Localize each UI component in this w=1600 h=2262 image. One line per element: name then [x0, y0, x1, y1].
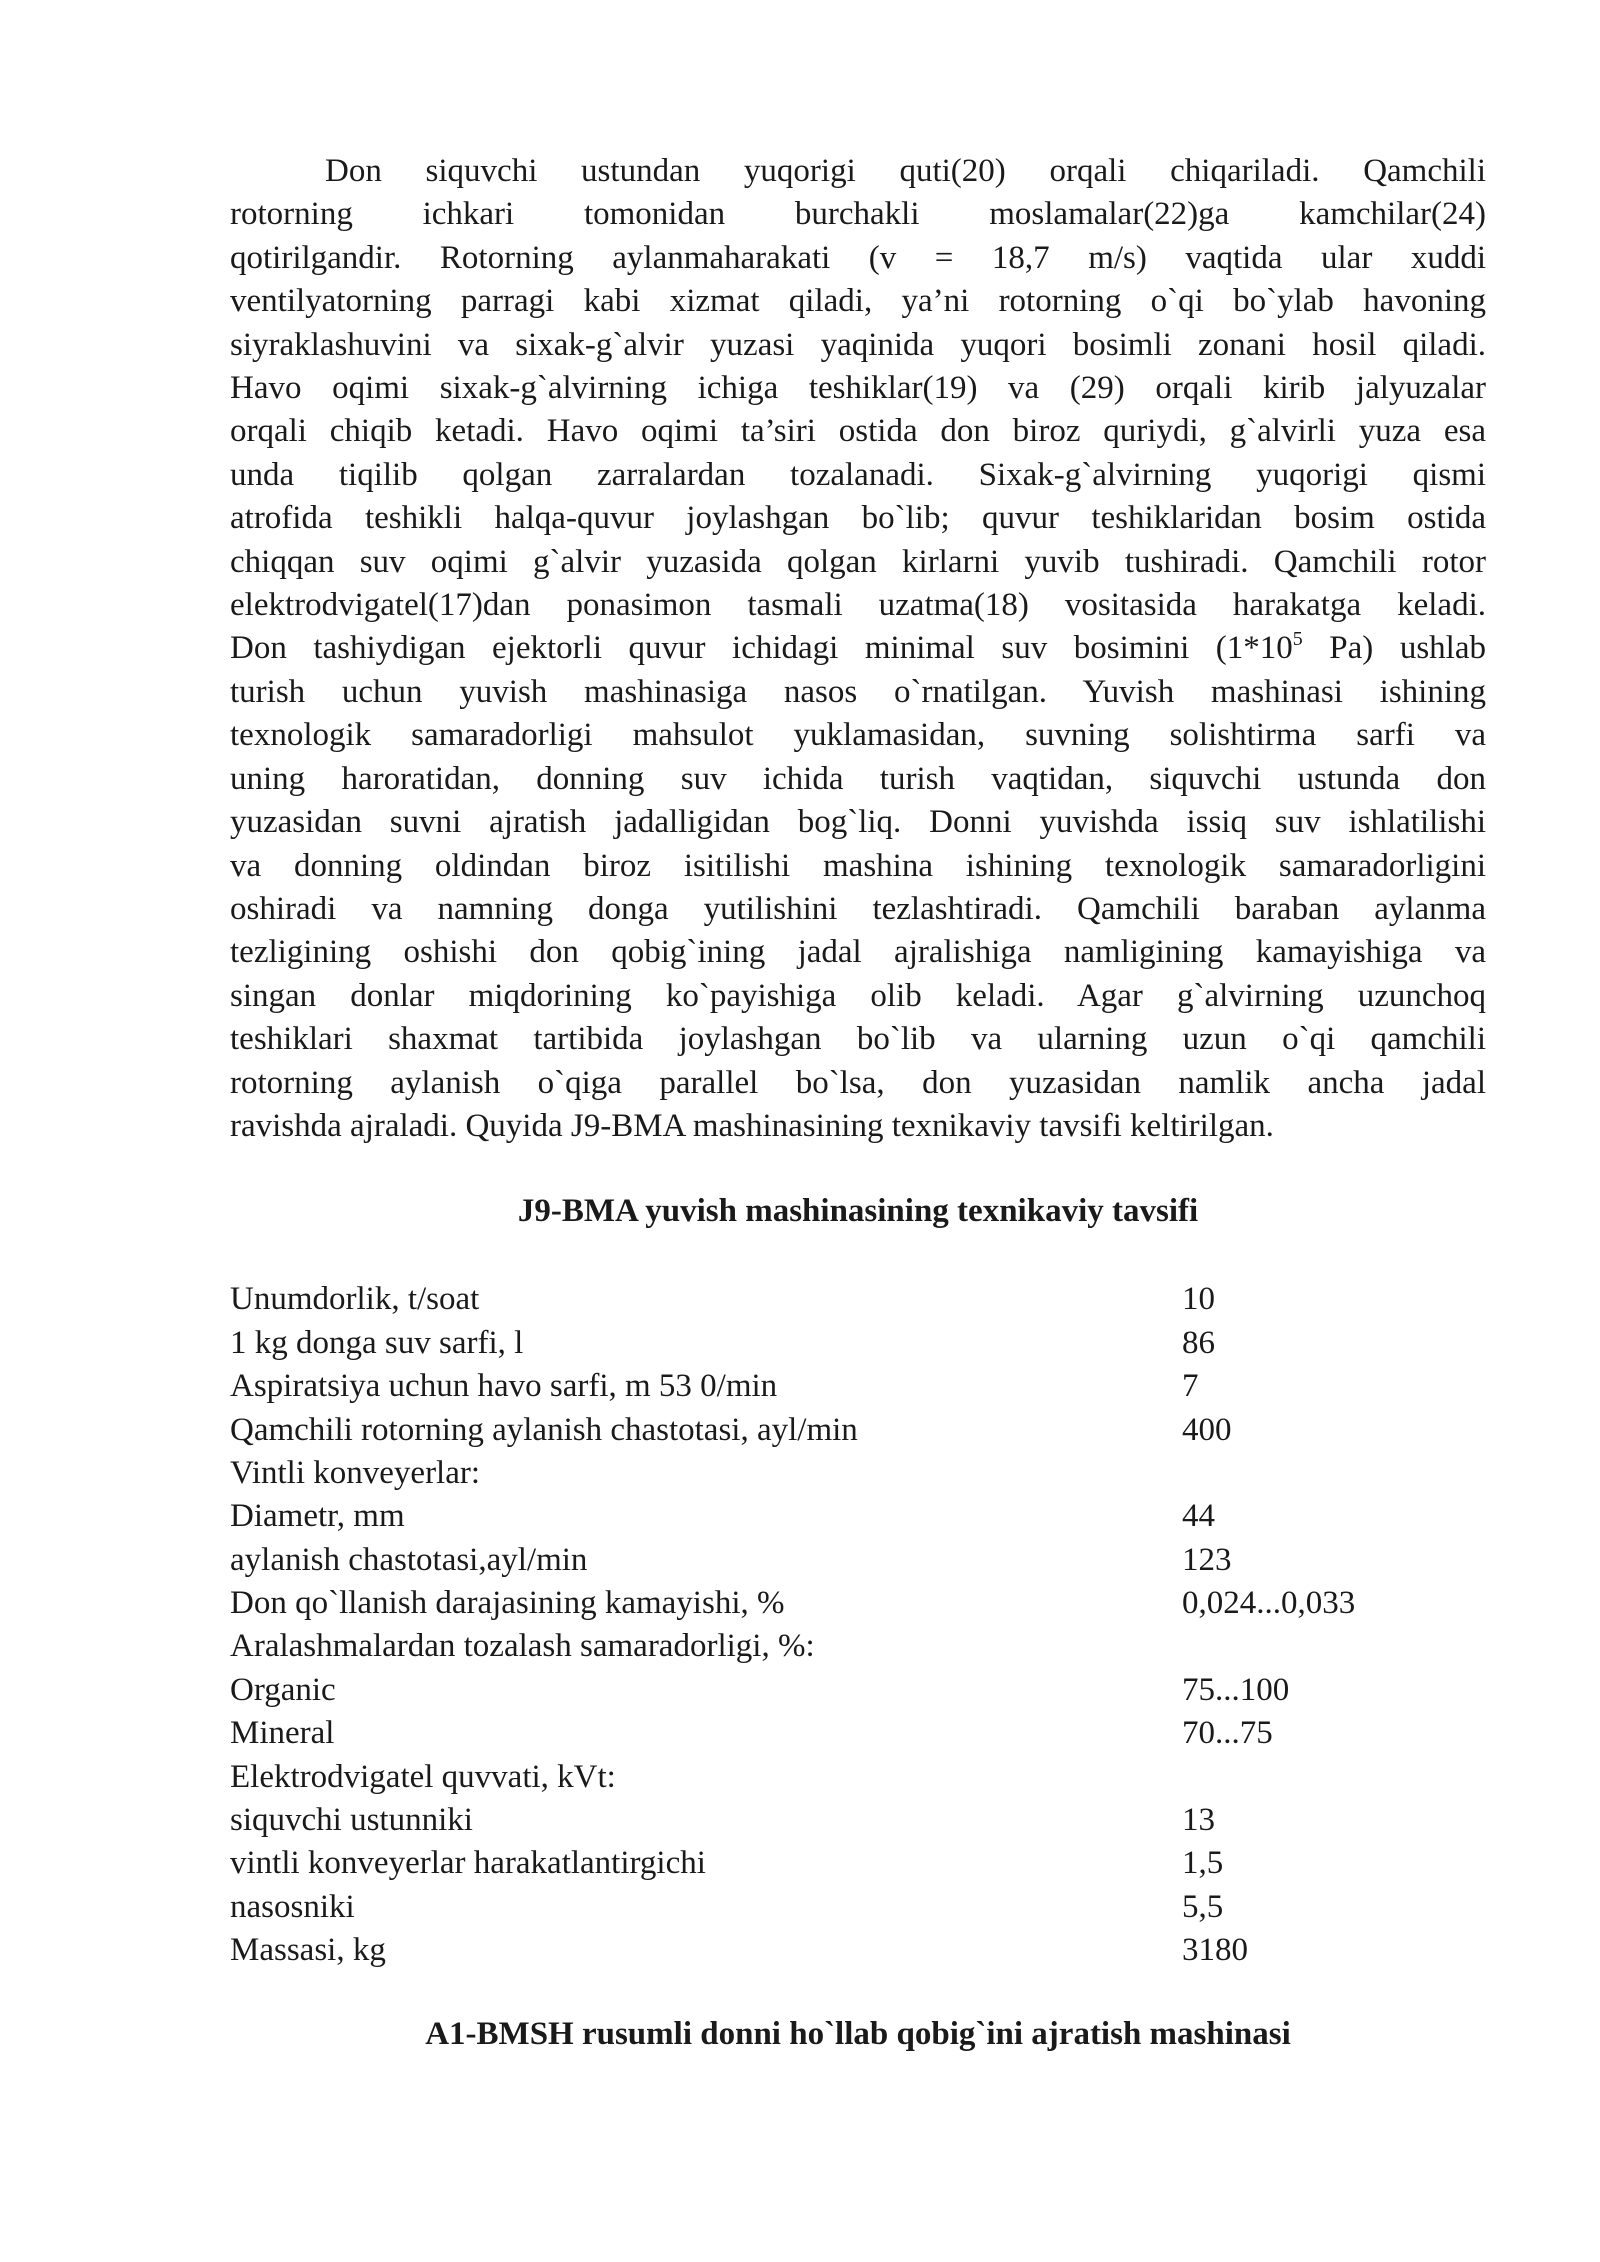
- paragraph-line: rotorning aylanish o`qiga parallel bo`lsa, don yuzasidan namlik ancha jadal: [230, 1064, 1486, 1101]
- spec-label: nasosniki: [230, 1888, 355, 1925]
- spec-row: [230, 1625, 1486, 1668]
- spec-value: 400: [1182, 1411, 1232, 1448]
- spec-label: Don qo`llanish darajasining kamayishi, %: [230, 1585, 785, 1622]
- paragraph-line: qotirilgandir. Rotorning aylanmaharakati (v = 18,7 m/s) vaqtida ular xuddi: [230, 239, 1486, 276]
- spec-row: [230, 1756, 1486, 1799]
- spec-row: [230, 1929, 1486, 1972]
- paragraph-line: va donning oldindan biroz isitilishi mashina ishining texnologik samaradorligini: [230, 847, 1486, 884]
- spec-value: 123: [1182, 1541, 1232, 1578]
- spec-row: [230, 1712, 1486, 1755]
- paragraph-line: tezligining oshishi don qobig`ining jadal ajralishiga namligining kamayishiga va: [230, 934, 1486, 971]
- paragraph-line: ravishda ajraladi. Quyida J9-BMA mashinasining texnikaviy tavsifi keltirilgan.: [230, 1107, 1274, 1144]
- body-paragraph: [230, 150, 1486, 1148]
- spec-row: [230, 1669, 1486, 1712]
- spec-label: Unumdorlik, t/soat: [230, 1281, 480, 1318]
- paragraph-line: uning haroratidan, donning suv ichida turish vaqtidan, siquvchi ustunda don: [230, 760, 1486, 797]
- spec-label: vintli konveyerlar harakatlantirgichi: [230, 1845, 706, 1882]
- paragraph-line: oshiradi va namning donga yutilishini tezlashtiradi. Qamchili baraban aylanma: [230, 890, 1486, 927]
- paragraph-line: turish uchun yuvish mashinasiga nasos o`rnatilgan. Yuvish mashinasi ishining: [230, 673, 1486, 710]
- paragraph-line: unda tiqilib qolgan zarralardan tozalanadi. Sixak-g`alvirning yuqorigi qismi: [230, 456, 1486, 493]
- spec-value: 70...75: [1182, 1715, 1273, 1752]
- section-heading: J9-BMA yuvish mashinasining texnikaviy tavsifi: [517, 1193, 1199, 1230]
- paragraph-line-head: Don tashiydigan ejektorli quvur ichidagi minimal suv bosimini (1*10: [230, 630, 1293, 667]
- spec-row: [230, 1495, 1486, 1538]
- spec-row: [230, 1539, 1486, 1582]
- spec-row: [230, 1582, 1486, 1625]
- paragraph-line: chiqqan suv oqimi g`alvir yuzasida qolgan kirlarni yuvib tushiradi. Qamchili rotor: [230, 543, 1486, 580]
- paragraph-line: ventilyatorning parragi kabi xizmat qiladi, ya’ni rotorning o`qi bo`ylab havoning: [230, 283, 1486, 320]
- paragraph-line: siyraklashuvini va sixak-g`alvir yuzasi yaqinida yuqori bosimli zonani hosil qiladi.: [230, 326, 1486, 363]
- spec-row: [230, 1452, 1486, 1495]
- spec-label: Massasi, kg: [230, 1932, 386, 1969]
- spec-row: [230, 1409, 1486, 1452]
- spec-value: 75...100: [1182, 1671, 1290, 1708]
- spec-value: [1182, 1625, 1486, 1668]
- spec-value: 44: [1182, 1498, 1215, 1535]
- spec-label: siquvchi ustunniki: [230, 1802, 473, 1839]
- spec-value: 1,5: [1182, 1845, 1224, 1882]
- spec-value: 86: [1182, 1324, 1215, 1361]
- paragraph-line: teshiklari shaxmat tartibida joylashgan bo`lib va ularning uzun o`qi qamchili: [230, 1021, 1486, 1058]
- spec-row: [230, 1799, 1486, 1842]
- superscript-exponent: 5: [1292, 628, 1303, 651]
- spec-value: 10: [1182, 1281, 1215, 1318]
- paragraph-line-with-superscript: [230, 627, 1486, 670]
- paragraph-line: rotorning ichkari tomonidan burchakli moslamalar(22)ga kamchilar(24): [230, 196, 1486, 233]
- spec-label: Elektrodvigatel quvvati, kVt:: [230, 1758, 616, 1795]
- spec-row: [230, 1278, 1486, 1321]
- spec-value: 3180: [1182, 1932, 1248, 1969]
- paragraph-line-tail: Pa) ushlab: [1302, 630, 1486, 667]
- document-page: [230, 150, 1486, 2056]
- spec-label: Qamchili rotorning aylanish chastotasi, ayl/min: [230, 1411, 858, 1448]
- paragraph-line: texnologik samaradorligi mahsulot yuklamasidan, suvning solishtirma sarfi va: [230, 717, 1486, 754]
- paragraph-line: yuzasidan suvni ajratish jadalligidan bog`liq. Donni yuvishda issiq suv ishlatilishi: [230, 804, 1486, 841]
- spec-row: [230, 1842, 1486, 1885]
- spec-label: Vintli konveyerlar:: [230, 1454, 481, 1491]
- spec-label: aylanish chastotasi,ayl/min: [230, 1541, 588, 1578]
- spec-label: Aspiratsiya uchun havo sarfi, m 53 0/min: [230, 1368, 778, 1405]
- spec-row: [230, 1322, 1486, 1365]
- spec-value: [1182, 1452, 1486, 1495]
- spec-table: [230, 1278, 1486, 1972]
- spec-label: 1 kg donga suv sarfi, l: [230, 1324, 524, 1361]
- spec-row: [230, 1886, 1486, 1929]
- spec-value: [1182, 1756, 1486, 1799]
- paragraph-line: Don siquvchi ustundan yuqorigi quti(20) orqali chiqariladi. Qamchili: [325, 153, 1486, 189]
- spec-label: Aralashmalardan tozalash samaradorligi, %:: [230, 1628, 815, 1665]
- spec-label: Diametr, mm: [230, 1498, 405, 1535]
- paragraph-line: singan donlar miqdorining ko`payishiga olib keladi. Agar g`alvirning uzunchoq: [230, 977, 1486, 1014]
- paragraph-line: Havo oqimi sixak-g`alvirning ichiga teshiklar(19) va (29) orqali kirib jalyuzalar: [230, 370, 1486, 407]
- spec-value: 0,024...0,033: [1182, 1585, 1356, 1622]
- paragraph-line: orqali chiqib ketadi. Havo oqimi ta’siri ostida don biroz quriydi, g`alvirli yuza esa: [230, 413, 1486, 450]
- spec-value: 13: [1182, 1802, 1215, 1839]
- spec-value: 5,5: [1182, 1888, 1224, 1925]
- spec-label: Mineral: [230, 1715, 335, 1752]
- paragraph-line: atrofida teshikli halqa-quvur joylashgan bo`lib; quvur teshiklaridan bosim ostida: [230, 500, 1486, 537]
- paragraph-line: elektrodvigatel(17)dan ponasimon tasmali uzatma(18) vositasida harakatga keladi.: [230, 587, 1486, 624]
- next-section-heading: A1-BMSH rusumli donni ho`llab qobig`ini ajratish mashinasi: [425, 2015, 1291, 2052]
- spec-label: Organic: [230, 1671, 336, 1708]
- spec-value: 7: [1182, 1368, 1199, 1405]
- spec-row: [230, 1365, 1486, 1408]
